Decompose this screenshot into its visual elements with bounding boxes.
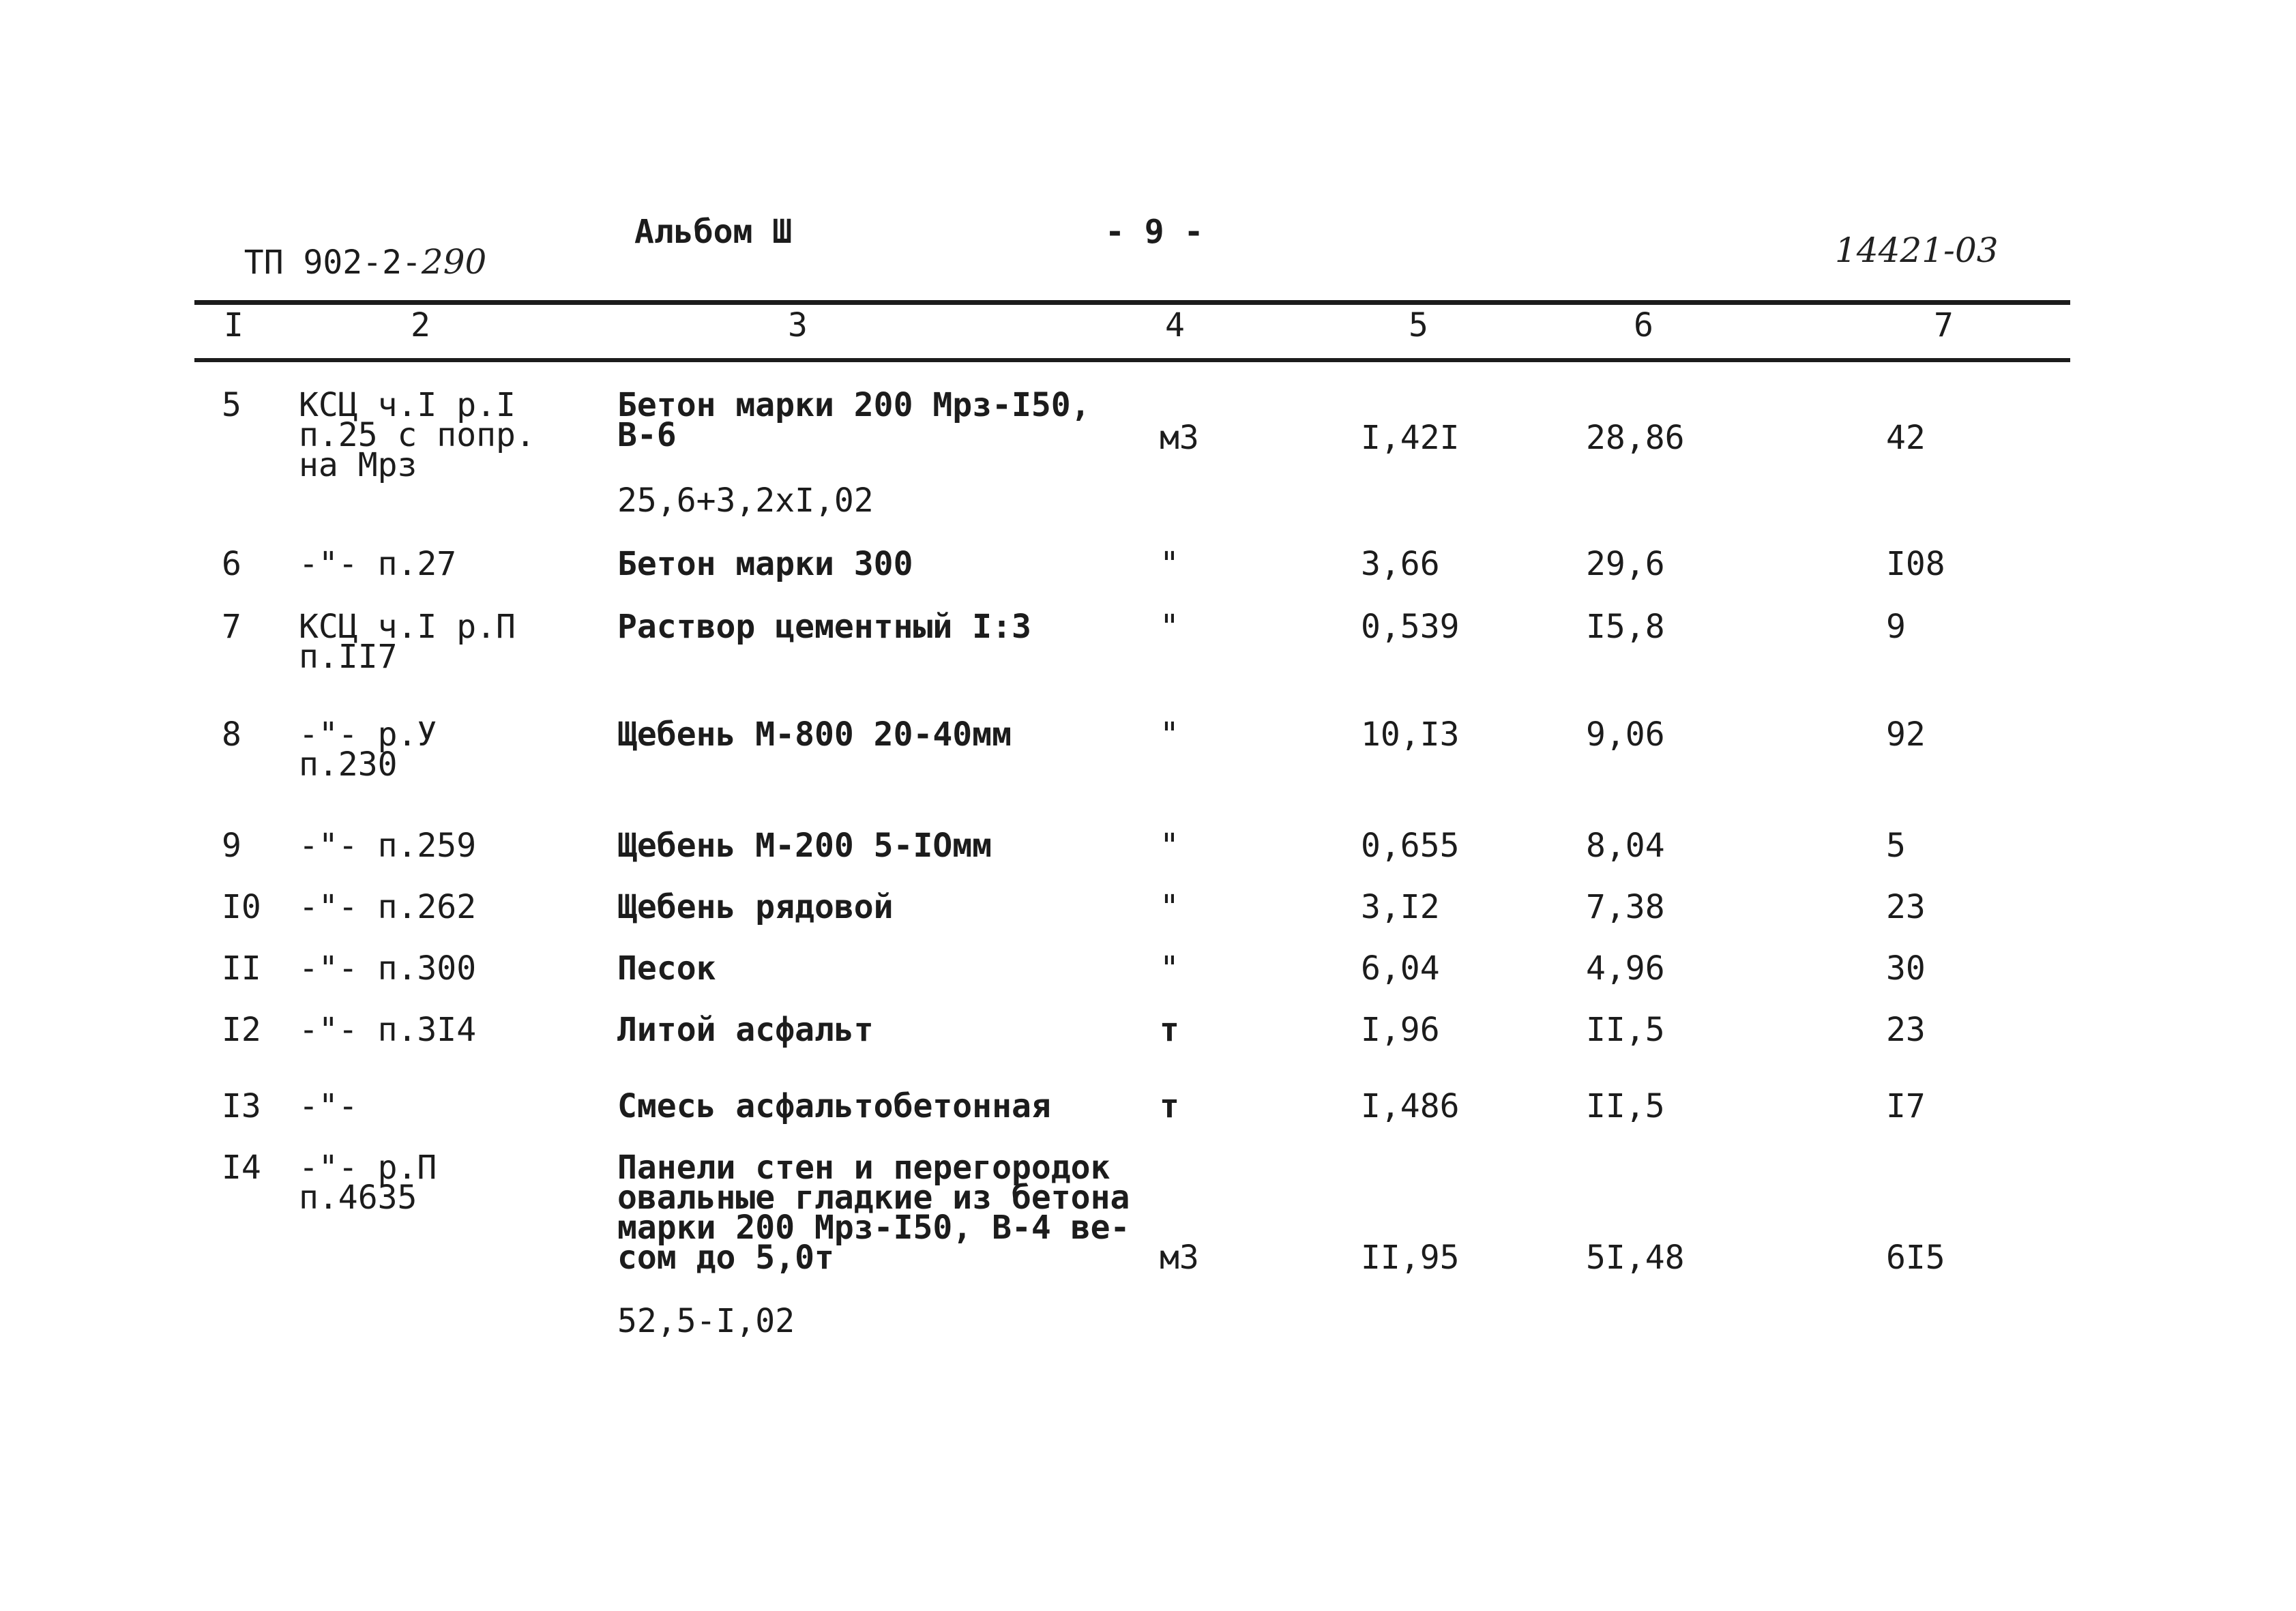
row-number: 7 [222,608,241,646]
row-price: II,5 [1586,1011,1665,1049]
row-quantity: 0,655 [1361,827,1460,865]
row-number: 8 [222,715,241,754]
doc-code [205,217,487,282]
row-number: II [222,949,261,988]
row-reference: -"- п.3I4 [299,1011,477,1049]
row-formula: 25,6+3,2хI,02 [617,482,874,520]
row-name: Панели стен и перегородок овальные гладкие из бетона марки 200 Мрз-I50, В-4 ве- сом до 5,0т [617,1149,1130,1277]
archive-number: 14421-03 [1835,231,1999,270]
table-header-rule [194,358,2070,362]
row-reference: -"- п.259 [299,827,477,865]
row-total: 9 [1886,608,1906,646]
row-unit: м3 [1160,419,1199,457]
album-label: Альбом Ш [634,213,793,251]
row-unit: " [1160,827,1179,865]
col-header-1: I [224,306,244,344]
row-unit: м3 [1160,1239,1199,1277]
row-quantity: II,95 [1361,1239,1460,1277]
doc-code-prefix: ТП 902-2- [244,243,422,282]
row-name: Щебень М-800 20-40мм [617,715,1012,754]
row-price: 7,38 [1586,888,1665,926]
row-unit: т [1160,1011,1179,1049]
col-header-6: 6 [1634,306,1653,344]
row-unit: " [1160,888,1179,926]
row-total: 92 [1886,715,1926,754]
row-unit: " [1160,545,1179,583]
row-name: Щебень рядовой [617,888,894,926]
row-total: 30 [1886,949,1926,988]
col-header-7: 7 [1934,306,1954,344]
row-price: 4,96 [1586,949,1665,988]
row-number: 5 [222,386,241,424]
row-quantity: I,486 [1361,1087,1460,1125]
row-quantity: 10,I3 [1361,715,1460,754]
row-price: 28,86 [1586,419,1685,457]
row-price: 8,04 [1586,827,1665,865]
row-reference: -"- [299,1087,358,1125]
row-name: Раствор цементный I:3 [617,608,1031,646]
row-unit: т [1160,1087,1179,1125]
row-unit: " [1160,949,1179,988]
row-reference: КСЦ ч.I р.П п.II7 [299,608,516,676]
col-header-2: 2 [411,306,430,344]
row-total: 23 [1886,1011,1926,1049]
table-top-rule [194,300,2070,305]
row-name: Щебень М-200 5-IOмм [617,827,992,865]
row-total: I7 [1886,1087,1926,1125]
page-number: - 9 - [1105,213,1204,251]
row-name: Песок [617,949,716,988]
row-quantity: I,42I [1361,419,1460,457]
row-unit: " [1160,715,1179,754]
col-header-4: 4 [1165,306,1185,344]
row-reference: -"- р.У п.230 [299,715,437,784]
row-reference: -"- п.300 [299,949,477,988]
row-quantity: I,96 [1361,1011,1440,1049]
row-quantity: 3,66 [1361,545,1440,583]
row-number: I2 [222,1011,261,1049]
row-price: 29,6 [1586,545,1665,583]
row-number: 6 [222,545,241,583]
row-quantity: 0,539 [1361,608,1460,646]
row-total: 23 [1886,888,1926,926]
row-formula: 52,5-I,02 [617,1302,795,1340]
row-name: Литой асфальт [617,1011,874,1049]
row-reference: -"- п.27 [299,545,457,583]
row-reference: КСЦ ч.I р.I п.25 с попр. на Мрз [299,386,535,484]
row-name: Бетон марки 200 Мрз-I50, В-6 [617,386,1091,454]
doc-code-handwritten: 290 [421,242,487,282]
col-header-5: 5 [1409,306,1428,344]
row-number: I0 [222,888,261,926]
row-total: 6I5 [1886,1239,1945,1277]
row-number: I4 [222,1149,261,1187]
row-price: 9,06 [1586,715,1665,754]
row-price: 5I,48 [1586,1239,1685,1277]
col-header-3: 3 [788,306,808,344]
row-number: 9 [222,827,241,865]
row-quantity: 3,I2 [1361,888,1440,926]
row-number: I3 [222,1087,261,1125]
row-reference: -"- р.П п.4635 [299,1149,437,1217]
row-total: 5 [1886,827,1906,865]
row-total: I08 [1886,545,1945,583]
row-total: 42 [1886,419,1926,457]
row-price: II,5 [1586,1087,1665,1125]
row-quantity: 6,04 [1361,949,1440,988]
row-reference: -"- п.262 [299,888,477,926]
row-name: Бетон марки 300 [617,545,913,583]
row-price: I5,8 [1586,608,1665,646]
row-name: Смесь асфальтобетонная [617,1087,1051,1125]
row-unit: " [1160,608,1179,646]
